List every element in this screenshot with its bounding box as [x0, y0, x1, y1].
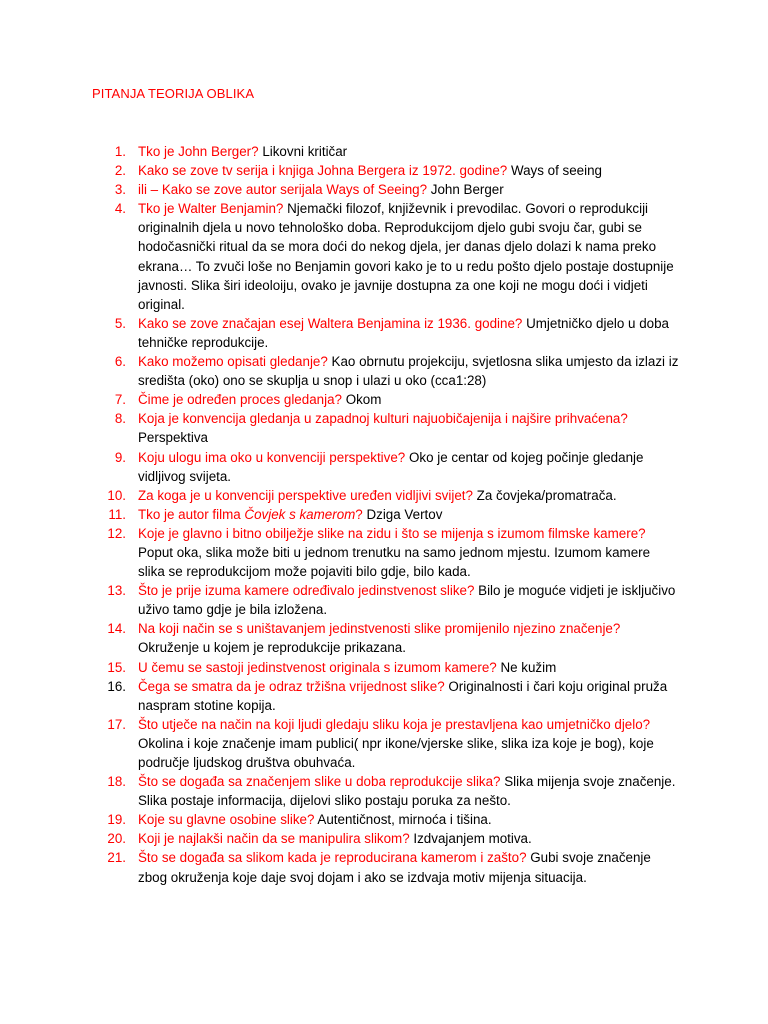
- item-number: 9.: [114, 449, 126, 465]
- item-number: 7.: [114, 392, 126, 408]
- item-number: 10.: [107, 487, 126, 503]
- answer-text: Perspektiva: [138, 430, 208, 446]
- question-text: Koja je konvencija gledanja u zapadnoj kulturi najuobičajenija i najšire prihvaćena?: [138, 411, 628, 427]
- list-item: [96, 199, 680, 314]
- item-number: 3.: [114, 182, 126, 198]
- question-text: ?: [355, 506, 363, 522]
- item-number: 17.: [107, 716, 126, 732]
- item-number: 12.: [107, 525, 126, 541]
- answer-text: Njemački filozof, književnik i prevodilac. Govori o reprodukciji originalnih djela u novo tehnološko doba. Reprodukcijom djelo gubi svoju čar, gubi se hodočasnički ritual da se mora doći do nekog djela, jer danas djelo dolazi k nama preko ekrana… To zvuči loše no Benjamin govori kako je to u redu pošto djelo postaje dostupnije javnosti. Slika širi ideoloiju, ovako je javnije dostupna za one koji ne mogu doći i vidjeti original.: [138, 201, 674, 312]
- item-number: 18.: [107, 774, 126, 790]
- item-number: 1.: [114, 144, 126, 159]
- answer-text: Ways of seeing: [507, 163, 602, 179]
- question-text: Koje je glavno i bitno obilježje slike na zidu i što se mijenja s izumom filmske kamere?: [138, 525, 646, 541]
- question-text: Što utječe na način na koji ljudi gledaju sliku koja je prestavljena kao umjetničko djelo?: [138, 716, 651, 732]
- item-number: 19.: [107, 812, 126, 828]
- item-number: 2.: [114, 163, 126, 179]
- list-item: [96, 486, 680, 505]
- item-number: 21.: [107, 850, 126, 866]
- answer-text: Okruženje u kojem je reprodukcije prikazana.: [138, 640, 406, 656]
- list-item: [96, 829, 680, 848]
- answer-text: Izdvajanjem motiva.: [409, 831, 532, 847]
- question-text: Čega se smatra da je odraz tržišna vrijednost slike?: [138, 678, 445, 694]
- answer-text: Umjetničko djelo u doba tehničke reprodukcije.: [138, 315, 669, 350]
- question-text: Čime je određen proces gledanja?: [138, 392, 342, 408]
- list-item: [96, 142, 680, 161]
- answer-text: Dziga Vertov: [362, 506, 443, 522]
- list-item: [96, 505, 680, 524]
- answer-text: Okom: [341, 392, 382, 408]
- item-number: 5.: [114, 315, 126, 331]
- question-text: Za koga je u konvenciji perspektive uređen vidljivi svijet?: [138, 487, 473, 503]
- question-text: Koji je najlakši način da se manipulira slikom?: [138, 831, 410, 847]
- question-text: Kako se zove značajan esej Waltera Benjamina iz 1936. godine?: [138, 315, 523, 331]
- question-text: Što se događa sa značenjem slike u doba reprodukcije slika?: [138, 774, 501, 790]
- list-item: [96, 390, 680, 409]
- question-text: Tko je autor filma: [138, 506, 245, 522]
- answer-text: Autentičnost, mirnoća i tišina.: [314, 812, 492, 828]
- item-number: 16.: [107, 678, 126, 694]
- item-number: 15.: [107, 659, 126, 675]
- list-item: [96, 314, 680, 352]
- question-text: Tko je John Berger?: [138, 144, 259, 159]
- question-title-italic: Čovjek s kamerom: [244, 506, 356, 522]
- list-item: [96, 352, 680, 390]
- list-item: [96, 848, 680, 886]
- item-number: 20.: [107, 831, 126, 847]
- question-text: Kako možemo opisati gledanje?: [138, 354, 328, 370]
- answer-text: Slika mijenja svoje značenje. Slika postaje informacija, dijelovi sliko postaju poruka za nešto.: [138, 774, 676, 809]
- list-item: [96, 161, 680, 180]
- question-text: Koje su glavne osobine slike?: [138, 812, 315, 828]
- list-item: [96, 619, 680, 657]
- question-text: Na koji način se s uništavanjem jedinstvenosti slike promijenilo njezino značenje?: [138, 621, 621, 637]
- item-number: 4.: [114, 201, 126, 217]
- question-text: Što se događa sa slikom kada je reproducirana kamerom i zašto?: [138, 850, 527, 866]
- answer-text: Originalnosti i čari koju original pruža naspram stotine kopija.: [138, 678, 668, 713]
- list-item: [96, 409, 680, 447]
- question-text: Što je prije izuma kamere određivalo jedinstvenost slike?: [138, 583, 475, 599]
- answer-text: Oko je centar od kojeg počinje gledanje vidljivog svijeta.: [138, 449, 644, 484]
- document-title: PITANJA TEORIJA OBLIKA: [92, 86, 255, 101]
- item-number: 13.: [107, 583, 126, 599]
- question-text: Koju ulogu ima oko u konvenciji perspektive?: [138, 449, 406, 465]
- list-item: [96, 772, 680, 810]
- list-item: [96, 715, 680, 772]
- answer-text: Za čovjeka/promatrača.: [472, 487, 617, 503]
- question-text: Kako se zove tv serija i knjiga Johna Bergera iz 1972. godine?: [138, 163, 508, 179]
- item-number: 14.: [107, 621, 126, 637]
- list-item: [96, 180, 680, 199]
- answer-text: John Berger: [427, 182, 504, 198]
- question-text: Tko je Walter Benjamin?: [138, 201, 284, 217]
- question-text: ili – Kako se zove autor serijala Ways of Seeing?: [138, 182, 428, 198]
- list-item: [96, 524, 680, 581]
- answer-text: Okolina i koje značenje imam publici( npr ikone/vjerske slike, slika iza koje je bog), koje područje ljudskog društva obuhvaća.: [138, 735, 654, 770]
- question-answer-list: [96, 142, 680, 887]
- question-text: U čemu se sastoji jedinstvenost originala s izumom kamere?: [138, 659, 497, 675]
- list-item: [96, 448, 680, 486]
- list-item: [96, 658, 680, 677]
- answer-text: Kao obrnutu projekciju, svjetlosna slika umjesto da izlazi iz središta (oko) ono se skuplja u snop i ulazi u oko (cca1:28): [138, 354, 679, 389]
- answer-text: Ne kužim: [496, 659, 557, 675]
- answer-text: Gubi svoje značenje zbog okruženja koje daje svoj dojam i ako se izdvaja motiv mijenja situacija.: [138, 850, 651, 885]
- answer-text: Likovni kritičar: [258, 144, 348, 159]
- item-number: 8.: [114, 411, 126, 427]
- list-item: [96, 581, 680, 619]
- item-number: 6.: [114, 354, 126, 370]
- answer-text: Poput oka, slika može biti u jednom trenutku na samo jednom mjestu. Izumom kamere slika se reprodukcijom može pojaviti bilo gdje, bilo kada.: [138, 544, 651, 580]
- item-number: 11.: [108, 506, 126, 522]
- list-item: [96, 810, 680, 829]
- list-item: [96, 677, 680, 715]
- answer-text: Bilo je moguće vidjeti je isključivo uživo tamo gdje je bila izložena.: [138, 583, 676, 618]
